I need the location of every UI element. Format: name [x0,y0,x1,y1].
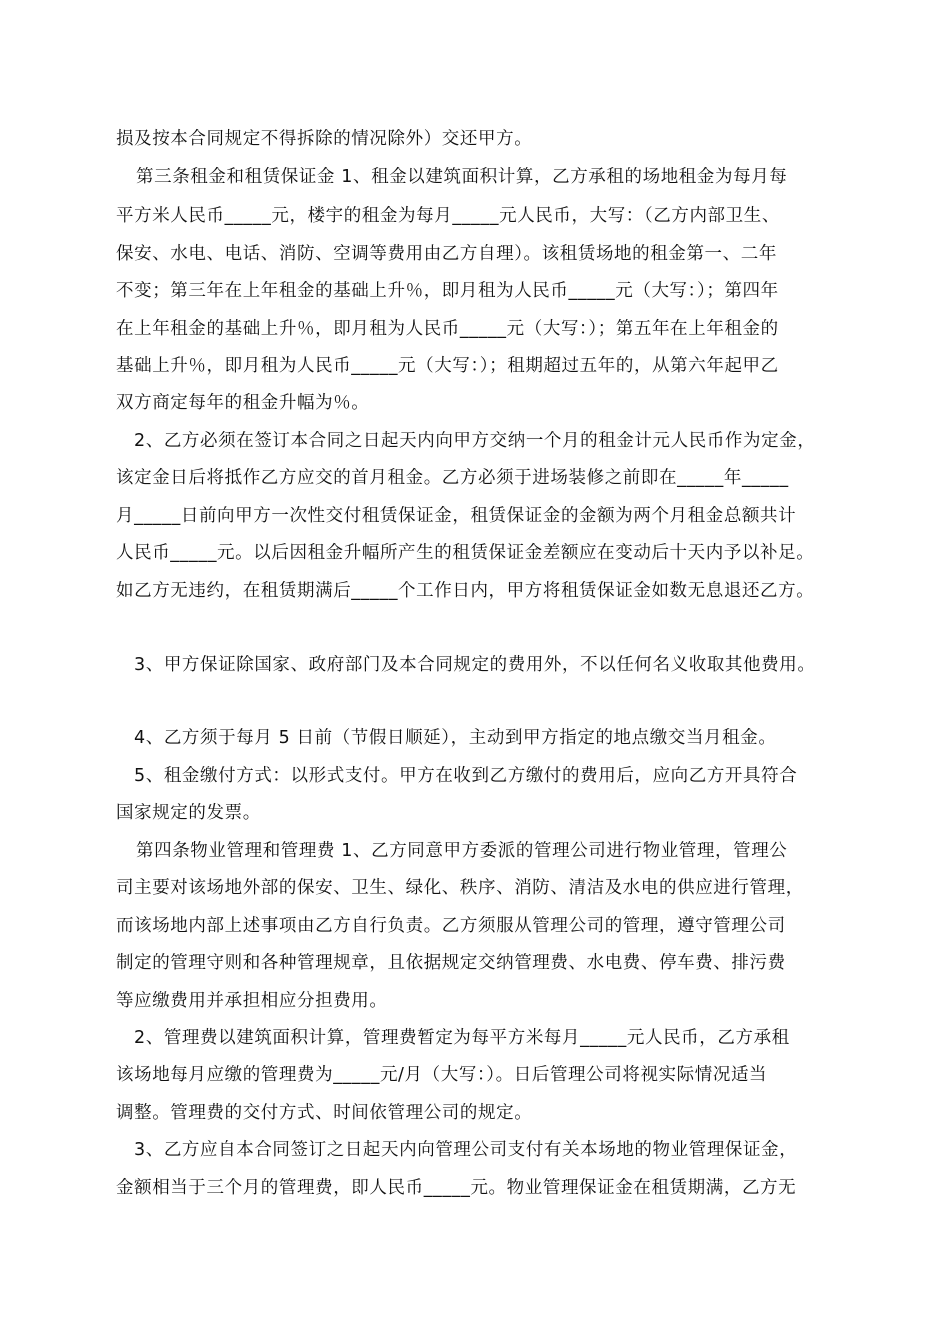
text-line: 3、甲方保证除国家、政府部门及本合同规定的费用外，不以任何名义收取其他费用。 [134,655,816,675]
text-line: 制定的管理守则和各种管理规章，且依据规定交纳管理费、水电费、停车费、排污费 [116,953,786,973]
text-line: 在上年租金的基础上升％，即月租为人民币_____元（大写：）；第五年在上年租金的 [116,319,779,339]
text-line: 如乙方无违约，在租赁期满后_____个工作日内，甲方将租赁保证金如数无息退还乙方。 [116,581,815,601]
text-line: 第四条物业管理和管理费 1、乙方同意甲方委派的管理公司进行物业管理，管理公 [136,841,788,861]
text-line: 损及按本合同规定不得拆除的情况除外）交还甲方。 [116,129,533,149]
text-line: 保安、水电、电话、消防、空调等费用由乙方自理）。该租赁场地的租金第一、二年 [116,244,777,264]
text-line: 司主要对该场地外部的保安、卫生、绿化、秩序、消防、清洁及水电的供应进行管理， [116,878,804,898]
text-line: 5、租金缴付方式：以形式支付。甲方在收到乙方缴付的费用后，应向乙方开具符合 [134,766,798,786]
text-line: 基础上升％，即月租为人民币_____元（大写：）；租期超过五年的，从第六年起甲乙 [116,356,779,376]
text-line: 等应缴费用并承担相应分担费用。 [116,991,388,1011]
text-line: 不变；第三年在上年租金的基础上升％，即月租为人民币_____元（大写：）；第四年 [116,281,779,301]
text-line: 4、乙方须于每月 5 日前（节假日顺延），主动到甲方指定的地点缴交当月租金。 [134,728,777,748]
text-line: 第三条租金和租赁保证金 1、租金以建筑面积计算，乙方承租的场地租金为每月每 [136,167,788,187]
text-line: 月_____日前向甲方一次性交付租赁保证金，租赁保证金的金额为两个月租金总额共计 [116,506,797,526]
text-line: 3、乙方应自本合同签订之日起天内向管理公司支付有关本场地的物业管理保证金， [134,1140,798,1160]
text-line: 双方商定每年的租金升幅为％。 [116,393,370,413]
text-line: 2、乙方必须在签订本合同之日起天内向甲方交纳一个月的租金计元人民币作为定金， [134,431,816,451]
text-line: 该场地每月应缴的管理费为_____元/月（大写：）。日后管理公司将视实际情况适当 [116,1065,768,1085]
text-line: 调整。管理费的交付方式、时间依管理公司的规定。 [116,1103,533,1123]
text-line: 而该场地内部上述事项由乙方自行负责。乙方须服从管理公司的管理，遵守管理公司 [116,916,786,936]
text-line: 该定金日后将抵作乙方应交的首月租金。乙方必须于进场装修之前即在_____年_____ [116,468,789,488]
text-line: 平方米人民币_____元，楼宇的租金为每月_____元人民币，大写：（乙方内部卫生、 [116,206,780,226]
text-line: 国家规定的发票。 [116,803,261,823]
text-line: 人民币_____元。以后因租金升幅所产生的租赁保证金差额应在变动后十天内予以补足。 [116,543,815,563]
text-line: 金额相当于三个月的管理费，即人民币_____元。物业管理保证金在租赁期满，乙方无 [116,1178,797,1198]
text-line: 2、管理费以建筑面积计算，管理费暂定为每平方米每月_____元人民币，乙方承租 [134,1028,790,1048]
